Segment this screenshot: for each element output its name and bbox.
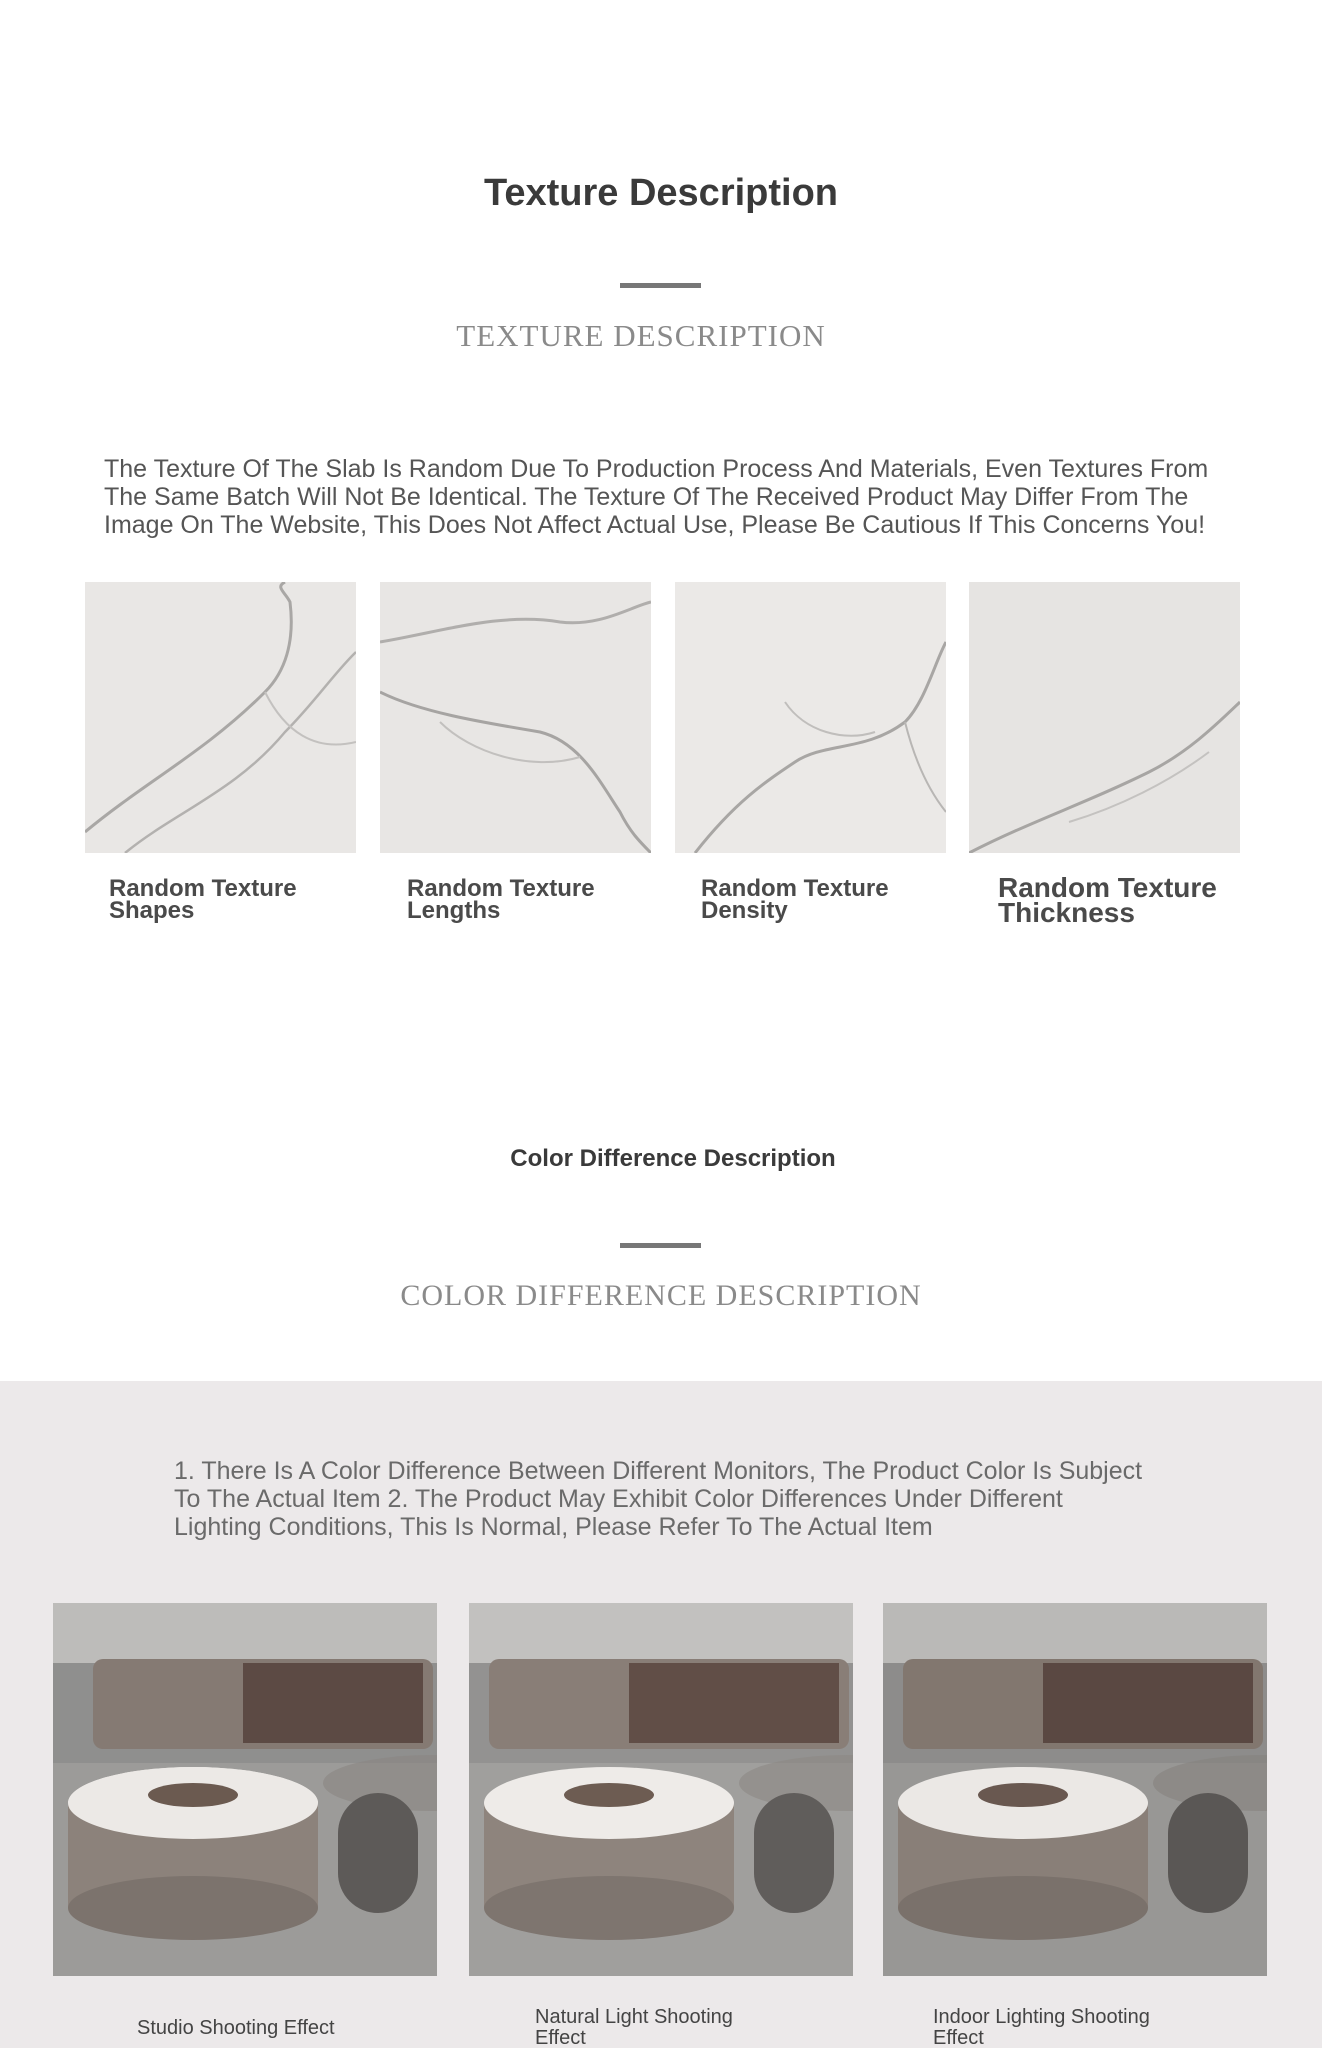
photo-caption-natural-light: Natural Light Shooting Effect xyxy=(535,2006,733,2049)
photo-studio xyxy=(53,1603,437,1976)
caption-line: Random Texture xyxy=(701,875,889,902)
texture-paragraph: The Texture Of The Slab Is Random Due To Production Process And Materials, Even Textures From The Same Batch Will Not Be Identical. The Texture Of The Received Product May Differ From The Image On The Website, This Does Not Affect Actual Use, Please Be Cautious If This Concerns You! xyxy=(104,455,1209,539)
photo-indoor-lighting xyxy=(883,1603,1267,1976)
texture-title: Texture Description xyxy=(483,172,839,214)
marble-texture-image xyxy=(85,582,356,853)
color-title-rule xyxy=(620,1243,701,1248)
color-subtitle: COLOR DIFFERENCE DESCRIPTION xyxy=(400,1279,922,1312)
caption-line: Random Texture xyxy=(998,872,1217,903)
texture-caption-lengths xyxy=(407,875,595,924)
texture-title-rule xyxy=(620,283,701,288)
texture-subtitle: TEXTURE DESCRIPTION xyxy=(456,318,826,353)
marble-texture-image xyxy=(380,582,651,853)
caption-line: Thickness xyxy=(998,897,1135,928)
color-title: Color Difference Description xyxy=(510,1145,836,1172)
photo-natural-light xyxy=(469,1603,853,1976)
texture-caption-thickness xyxy=(998,872,1217,928)
texture-caption-shapes xyxy=(109,875,297,924)
caption-line: Lengths xyxy=(407,897,501,924)
texture-tile-density xyxy=(675,582,946,853)
texture-tile-lengths xyxy=(380,582,651,853)
texture-tile-shapes xyxy=(85,582,356,853)
caption-line: Density xyxy=(701,897,788,924)
photo-caption-indoor-lighting: Indoor Lighting Shooting Effect xyxy=(933,2006,1150,2049)
marble-texture-image xyxy=(969,582,1240,853)
coffee-table-photo xyxy=(53,1603,437,1976)
caption-line: Shapes xyxy=(109,897,195,924)
marble-texture-image xyxy=(675,582,946,853)
texture-tile-thickness xyxy=(969,582,1240,853)
caption-line: Random Texture xyxy=(407,875,595,902)
texture-caption-density xyxy=(701,875,889,924)
coffee-table-photo xyxy=(469,1603,853,1976)
coffee-table-photo xyxy=(883,1603,1267,1976)
color-paragraph: 1. There Is A Color Difference Between Different Monitors, The Product Color Is Subject To The Actual Item 2. The Product May Exhibit Color Differences Under Different Lighting Conditions, This Is Normal, Please Refer To The Actual Item xyxy=(174,1457,1143,1541)
caption-line: Random Texture xyxy=(109,875,297,902)
photo-caption-studio: Studio Shooting Effect xyxy=(137,2017,335,2039)
